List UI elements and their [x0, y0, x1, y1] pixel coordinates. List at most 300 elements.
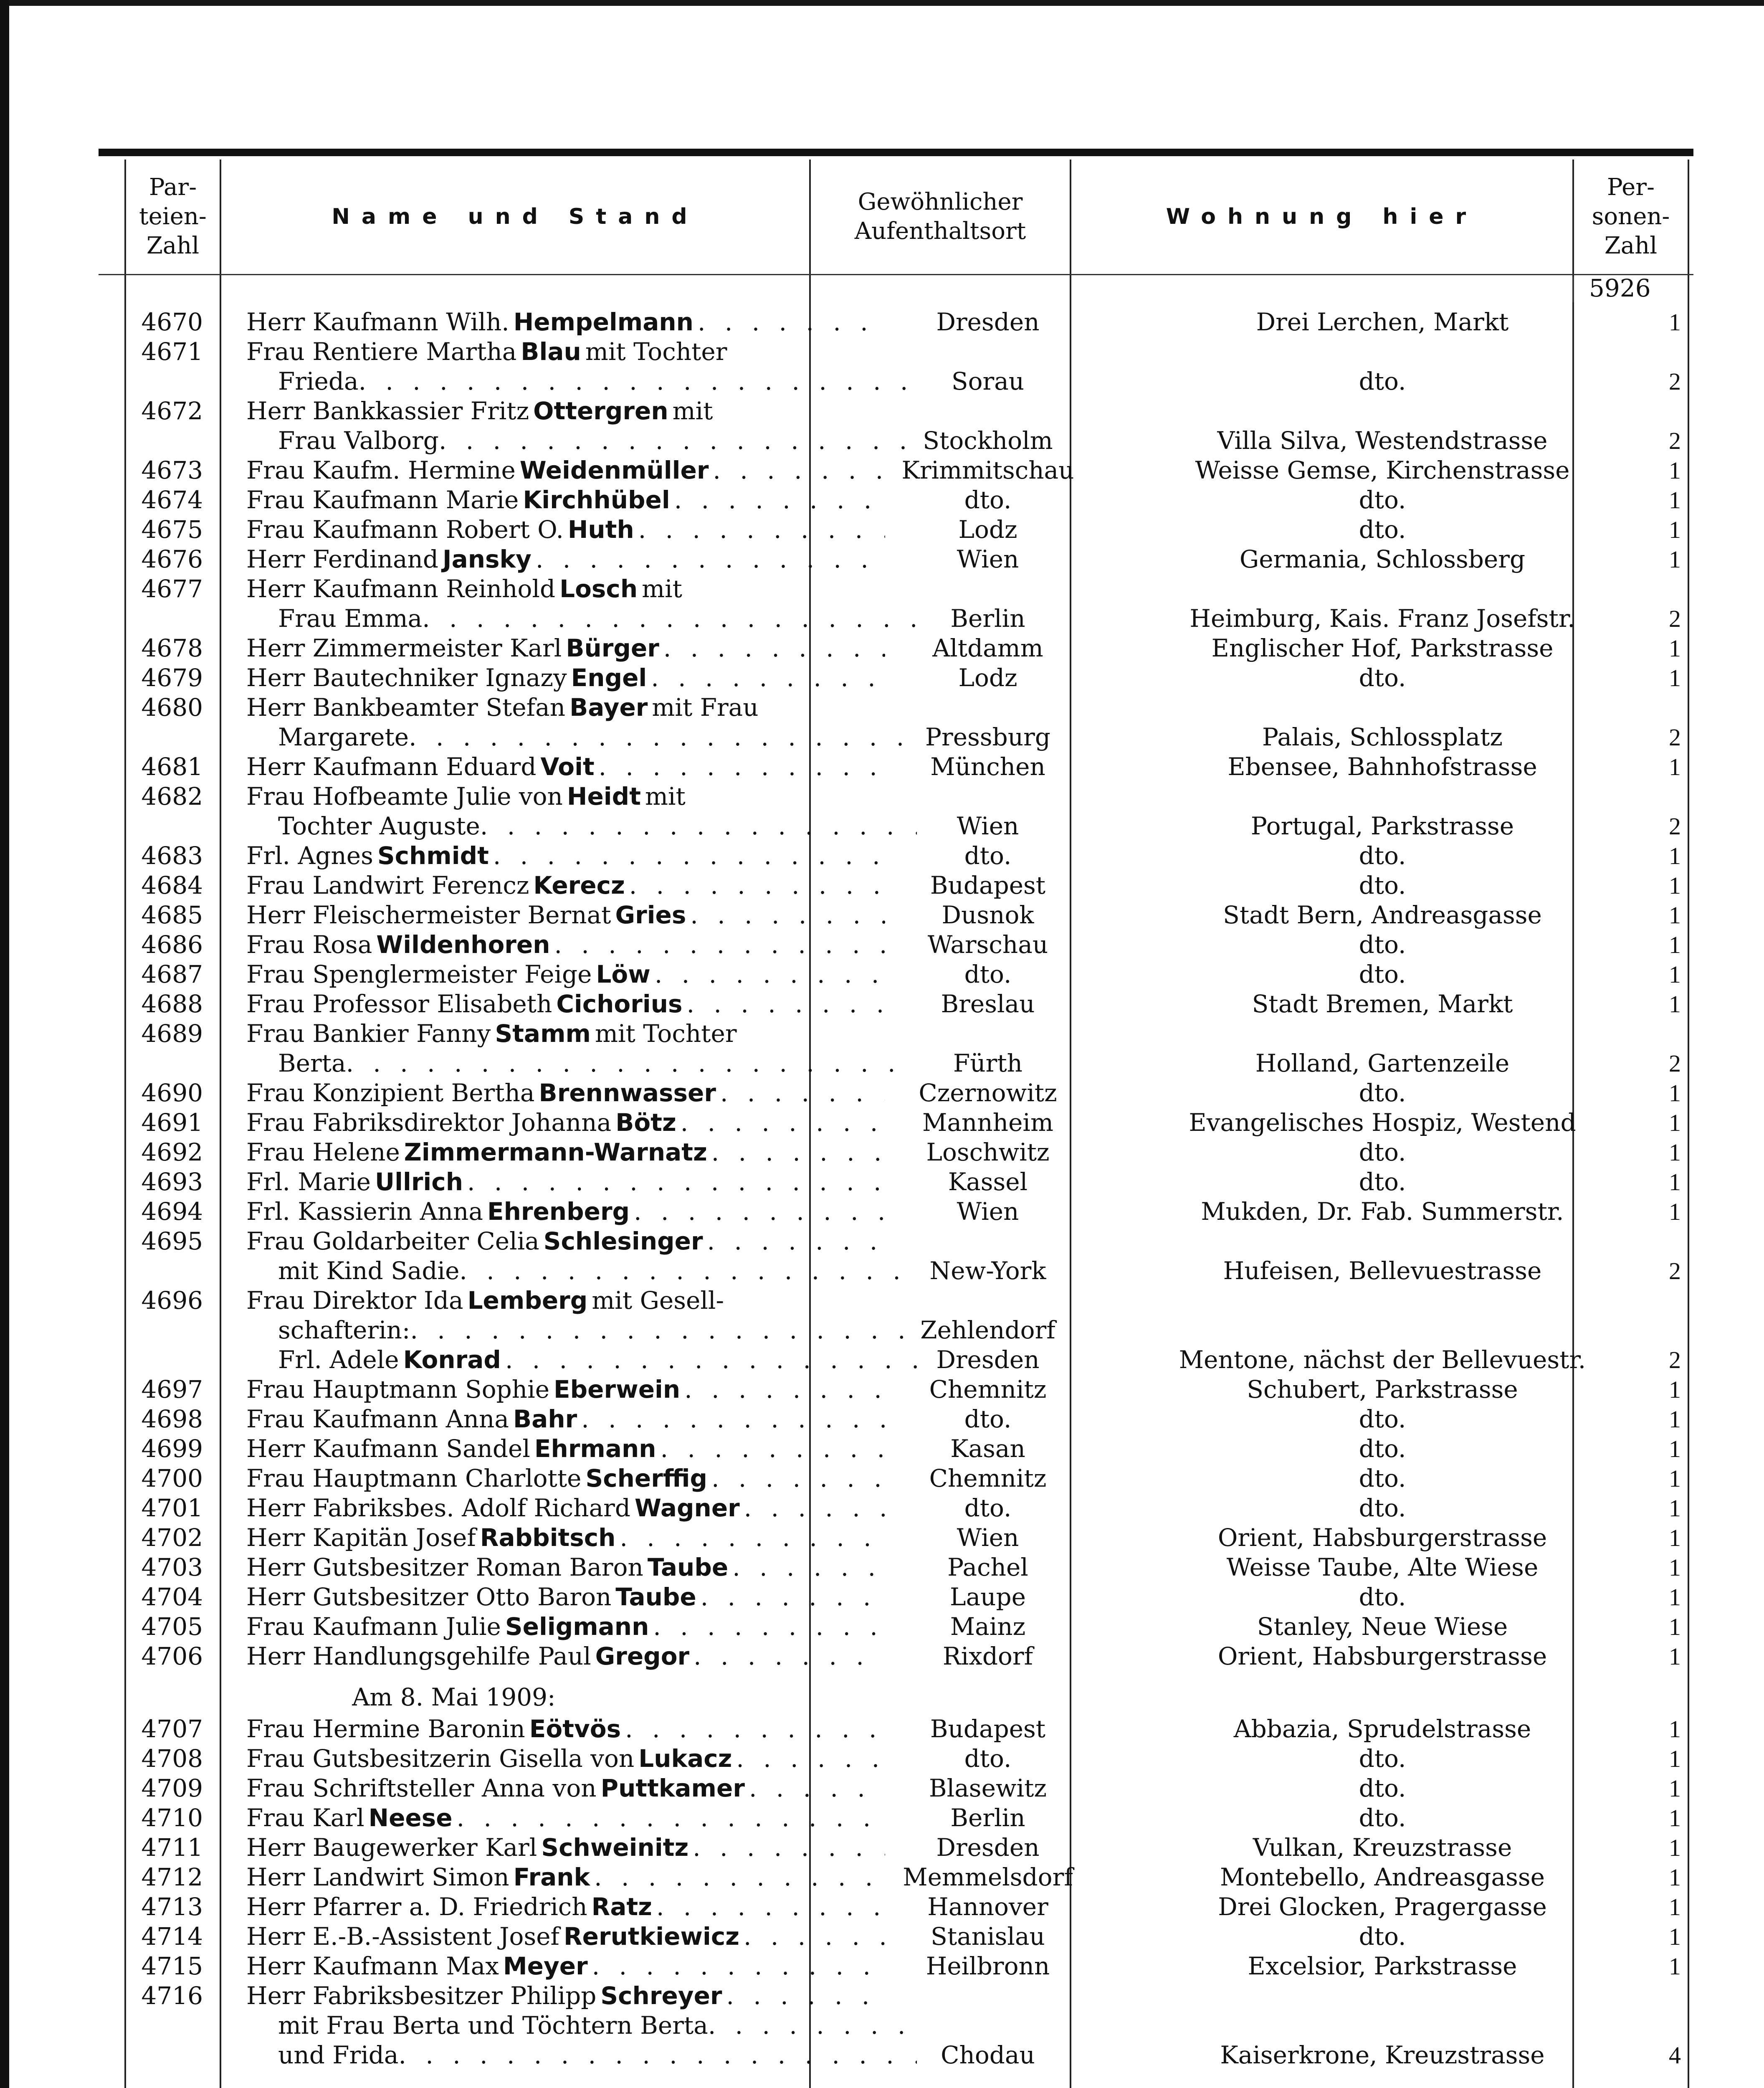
table-row — [99, 722, 1693, 752]
party-number: 4702 — [141, 1523, 203, 1552]
lodging-address: dto. — [1359, 1138, 1406, 1166]
name-prefix: Frl. Kassierin Anna — [246, 1197, 483, 1226]
table-row — [99, 633, 1693, 663]
residence: Mannheim — [922, 1108, 1053, 1137]
residence: Dresden — [936, 1833, 1040, 1862]
residence: Lodz — [958, 664, 1017, 692]
table-row — [99, 515, 1693, 545]
table-row — [99, 900, 1693, 930]
table-row — [99, 1434, 1693, 1464]
table-row — [99, 1951, 1693, 1981]
header-place — [811, 160, 1070, 274]
name-prefix: Frau Rentiere Martha — [246, 337, 517, 366]
table-row — [99, 485, 1693, 515]
party-number: 4706 — [141, 1642, 203, 1670]
name-prefix: Frau Karl — [246, 1804, 364, 1832]
residence: Budapest — [930, 871, 1046, 900]
scan-edge-left — [0, 0, 9, 2088]
name-cell — [246, 1019, 885, 1049]
party-number: 4715 — [141, 1952, 203, 1980]
name-suffix: mit Tochter — [595, 1019, 737, 1048]
persons-count: 1 — [1669, 1168, 1681, 1196]
table-row — [99, 2011, 1693, 2040]
name-prefix: Herr Bautechniker Ignazy — [246, 664, 567, 692]
surname: Losch — [559, 575, 638, 603]
header-line: Zahl — [146, 232, 200, 259]
persons-count: 1 — [1669, 664, 1681, 692]
residence: Budapest — [930, 1715, 1046, 1743]
residence: Wien — [957, 1197, 1019, 1226]
name-cell — [246, 1078, 885, 1108]
lodging-address: Heimburg, Kais. Franz Josefstr. — [1189, 604, 1575, 633]
residence: Stockholm — [923, 426, 1053, 455]
name-suffix: mit Frau — [652, 693, 759, 722]
party-number: 4716 — [141, 1982, 203, 2010]
table-row — [99, 1019, 1693, 1049]
name-prefix: Herr Gutsbesitzer Otto Baron — [246, 1583, 612, 1611]
residence: Berlin — [950, 1804, 1025, 1832]
surname: Frank — [513, 1863, 590, 1891]
name-cell — [246, 515, 885, 545]
residence: dto. — [964, 960, 1012, 988]
persons-count: 1 — [1669, 1079, 1681, 1107]
table-row — [99, 752, 1693, 782]
top-rule — [99, 149, 1693, 156]
name-prefix: Herr Bankbeamter Stefan — [246, 693, 566, 722]
table-row — [99, 1553, 1693, 1582]
persons-count: 1 — [1669, 1953, 1681, 1980]
residence: Stanislau — [931, 1922, 1045, 1951]
name-prefix: Frau Kaufmann Julie — [246, 1612, 501, 1641]
name-prefix: Frau Professor Elisabeth — [246, 990, 552, 1018]
table-row — [99, 574, 1693, 604]
residence: Hannover — [927, 1893, 1048, 1921]
persons-count: 1 — [1669, 1745, 1681, 1772]
residence: Fürth — [953, 1049, 1022, 1077]
residence: Dresden — [936, 1346, 1040, 1374]
surname: Ehrenberg — [487, 1197, 630, 1226]
name-prefix: Herr Landwirt Simon — [246, 1863, 509, 1891]
lodging-address: Orient, Habsburgerstrasse — [1217, 1523, 1547, 1552]
name-cell — [246, 989, 885, 1019]
table-row — [99, 1167, 1693, 1197]
dot-leader — [707, 1226, 885, 1256]
surname: Brennwasser — [539, 1079, 716, 1107]
surname: Hempelmann — [513, 308, 693, 336]
surname: Lemberg — [467, 1286, 588, 1315]
lodging-address: Evangelisches Hospiz, Westend — [1189, 1108, 1576, 1137]
lodging-address: Orient, Habsburgerstrasse — [1217, 1642, 1547, 1670]
name-prefix: Herr Kaufmann Wilh. — [246, 308, 509, 336]
surname: Schweinitz — [541, 1833, 689, 1862]
residence: Loschwitz — [926, 1138, 1050, 1166]
persons-count: 1 — [1669, 1864, 1681, 1891]
persons-count: 1 — [1669, 1524, 1681, 1551]
party-number: 4695 — [141, 1227, 203, 1255]
name-cell — [278, 2011, 917, 2040]
table-row — [99, 1375, 1693, 1404]
persons-count: 1 — [1669, 842, 1681, 869]
surname: Wildenhoren — [376, 930, 550, 959]
table-row — [99, 2040, 1693, 2070]
party-number: 4682 — [141, 782, 203, 811]
table-row — [99, 1138, 1693, 1167]
party-number: 4689 — [141, 1019, 203, 1048]
party-number: 4684 — [141, 871, 203, 900]
name-prefix: Frau Goldarbeiter Celia — [246, 1227, 539, 1255]
surname: Bayer — [569, 693, 648, 722]
name-suffix: mit Gesell- — [592, 1286, 724, 1315]
name-cell — [246, 1493, 885, 1523]
table-row — [99, 663, 1693, 693]
persons-count: 4 — [1669, 2042, 1681, 2069]
lodging-address: Schubert, Parkstrasse — [1247, 1375, 1518, 1404]
persons-count: 1 — [1669, 1554, 1681, 1581]
surname: Schmidt — [377, 841, 489, 870]
name-cell — [246, 841, 885, 871]
persons-count: 1 — [1669, 1893, 1681, 1921]
name-cell — [246, 1981, 885, 2011]
persons-count: 2 — [1669, 427, 1681, 454]
name-prefix: Tochter Auguste — [278, 812, 480, 840]
surname: Blau — [521, 337, 581, 366]
persons-count: 1 — [1669, 1834, 1681, 1861]
name-cell — [246, 1803, 885, 1833]
party-number: 4677 — [141, 575, 203, 603]
persons-count: 1 — [1669, 1804, 1681, 1832]
surname: Voit — [540, 753, 595, 781]
persons-count: 1 — [1669, 991, 1681, 1018]
name-cell — [246, 1922, 885, 1951]
lodging-address: dto. — [1359, 841, 1406, 870]
persons-count: 1 — [1669, 1495, 1681, 1522]
table-row — [99, 871, 1693, 900]
table-row — [99, 545, 1693, 574]
table-row — [99, 396, 1693, 426]
surname: Ratz — [591, 1893, 652, 1921]
surname: Löw — [596, 960, 650, 988]
table-row — [99, 1892, 1693, 1922]
name-cell — [246, 930, 885, 960]
name-cell — [246, 1862, 885, 1892]
residence: Blasewitz — [929, 1774, 1047, 1802]
party-number: 4696 — [141, 1286, 203, 1315]
name-prefix: Frau Hermine Baronin — [246, 1715, 525, 1743]
table-row — [99, 1714, 1693, 1744]
party-number: 4703 — [141, 1553, 203, 1581]
name-prefix: Herr Ferdinand — [246, 545, 439, 573]
name-prefix: Herr Kaufmann Eduard — [246, 753, 537, 781]
party-number: 4705 — [141, 1612, 203, 1641]
persons-count: 1 — [1669, 1109, 1681, 1136]
name-cell — [246, 1197, 885, 1226]
persons-count: 1 — [1669, 961, 1681, 988]
surname: Kirchhübel — [523, 486, 670, 514]
table-row — [99, 1315, 1693, 1345]
lodging-address: Holland, Gartenzeile — [1255, 1049, 1510, 1077]
table-row — [99, 841, 1693, 871]
name-suffix: mit — [645, 782, 686, 811]
surname: Konrad — [403, 1346, 501, 1374]
header-line: Gewöhnlicher — [858, 188, 1023, 215]
party-number: 4674 — [141, 486, 203, 514]
name-prefix: mit Frau Berta und Töchtern Berta — [278, 2011, 708, 2040]
residence: Chemnitz — [929, 1375, 1047, 1404]
table-row — [99, 1612, 1693, 1642]
persons-count: 1 — [1669, 546, 1681, 573]
table-row — [99, 1345, 1693, 1375]
name-cell — [246, 1892, 885, 1922]
surname: Lukacz — [638, 1744, 732, 1773]
party-number: 4707 — [141, 1715, 203, 1743]
name-prefix: Herr Fleischermeister Bernat — [246, 901, 611, 929]
table-row — [99, 811, 1693, 841]
name-cell — [246, 1138, 885, 1167]
residence: dto. — [964, 1405, 1012, 1433]
name-prefix: Herr Kaufmann Max — [246, 1952, 499, 1980]
persons-count: 1 — [1669, 1435, 1681, 1462]
header-line: Aufenthaltsort — [854, 218, 1026, 245]
residence: New-York — [929, 1257, 1046, 1285]
surname: Weidenmüller — [519, 456, 709, 484]
persons-count: 1 — [1669, 1923, 1681, 1950]
party-number: 4679 — [141, 664, 203, 692]
party-number: 4700 — [141, 1464, 203, 1493]
table-row — [99, 604, 1693, 633]
party-number: 4683 — [141, 841, 203, 870]
surname: Kerecz — [533, 871, 625, 900]
name-cell — [246, 1714, 885, 1744]
header-line: Zahl — [1604, 232, 1658, 259]
party-number: 4708 — [141, 1744, 203, 1773]
lodging-address: dto. — [1359, 871, 1406, 900]
surname: Eötvös — [529, 1715, 621, 1743]
name-prefix: Herr Zimmermeister Karl — [246, 634, 562, 662]
table-row — [99, 1286, 1693, 1315]
name-prefix: Margarete — [278, 723, 409, 751]
residence: Lodz — [958, 515, 1017, 544]
residence: dto. — [964, 1494, 1012, 1522]
name-prefix: Frau Rosa — [246, 930, 372, 959]
surname: Heidt — [567, 782, 641, 811]
persons-count: 1 — [1669, 1613, 1681, 1640]
lodging-address: Excelsior, Parkstrasse — [1248, 1952, 1517, 1980]
persons-count: 1 — [1669, 309, 1681, 336]
residence: Mainz — [950, 1612, 1026, 1641]
surname: Cichorius — [556, 990, 683, 1018]
table-row — [99, 1582, 1693, 1612]
residence: Laupe — [950, 1583, 1026, 1611]
name-cell — [246, 1226, 885, 1256]
lodging-address: dto. — [1359, 1168, 1406, 1196]
name-cell — [246, 1744, 885, 1774]
persons-count: 1 — [1669, 872, 1681, 899]
name-cell — [246, 337, 885, 367]
lodging-address: dto. — [1359, 367, 1406, 395]
name-prefix: mit Kind Sadie — [278, 1257, 460, 1285]
lodging-address: Stadt Bern, Andreasgasse — [1223, 901, 1542, 929]
name-prefix: Frau Kaufmann Anna — [246, 1405, 509, 1433]
name-cell — [246, 1612, 885, 1642]
party-number: 4693 — [141, 1168, 203, 1196]
party-number: 4713 — [141, 1893, 203, 1921]
residence: dto. — [964, 841, 1012, 870]
surname: Ottergren — [533, 397, 668, 425]
surname: Gries — [615, 901, 686, 929]
party-number: 4704 — [141, 1583, 203, 1611]
name-prefix: Frau Konzipient Bertha — [246, 1079, 535, 1107]
name-cell — [246, 900, 885, 930]
residence: Krimmitschau — [901, 456, 1074, 484]
surname: Taube — [647, 1553, 729, 1581]
lodging-address: Mentone, nächst der Bellevuestr. — [1179, 1346, 1586, 1374]
lodging-address: Stanley, Neue Wiese — [1257, 1612, 1508, 1641]
name-cell — [246, 1404, 885, 1434]
table-row — [99, 307, 1693, 337]
header-nr — [126, 160, 220, 274]
name-cell — [246, 1553, 885, 1582]
persons-count: 1 — [1669, 635, 1681, 662]
lodging-address: Germania, Schlossberg — [1239, 545, 1526, 573]
persons-count: 1 — [1669, 1643, 1681, 1670]
dot-leader — [708, 2011, 917, 2040]
name-prefix: Frieda — [278, 367, 359, 395]
residence: Altdamm — [932, 634, 1043, 662]
table-row — [99, 337, 1693, 367]
lodging-address: Abbazia, Sprudelstrasse — [1233, 1715, 1531, 1743]
table-row — [99, 1226, 1693, 1256]
residence: Kasan — [950, 1434, 1025, 1463]
persons-count: 1 — [1669, 1716, 1681, 1743]
residence: Breslau — [941, 990, 1035, 1018]
surname: Rerutkiewicz — [564, 1922, 740, 1951]
persons-count: 1 — [1669, 931, 1681, 958]
name-prefix: Herr Handlungsgehilfe Paul — [246, 1642, 591, 1670]
name-cell — [246, 456, 885, 485]
table-row — [99, 1862, 1693, 1892]
party-number: 4714 — [141, 1922, 203, 1951]
name-prefix: Herr Kaufmann Sandel — [246, 1434, 530, 1463]
name-prefix: Frl. Adele — [278, 1346, 399, 1374]
residence: dto. — [964, 486, 1012, 514]
party-number: 4699 — [141, 1434, 203, 1463]
residence: Zehlendorf — [920, 1316, 1055, 1344]
surname: Gregor — [595, 1642, 690, 1670]
lodging-address: Portugal, Parkstrasse — [1250, 812, 1514, 840]
table-row — [99, 1774, 1693, 1803]
lodging-address: Englischer Hof, Parkstrasse — [1211, 634, 1554, 662]
name-cell — [246, 752, 885, 782]
lodging-address: Villa Silva, Westendstrasse — [1217, 426, 1548, 455]
header-name: Name und Stand — [332, 204, 699, 229]
name-cell — [246, 396, 885, 426]
surname: Rabbitsch — [480, 1523, 616, 1552]
residence: Wien — [957, 1523, 1019, 1552]
table-row — [99, 1078, 1693, 1108]
lodging-address: Hufeisen, Bellevuestrasse — [1223, 1257, 1542, 1285]
name-cell — [246, 782, 885, 811]
party-number: 4678 — [141, 634, 203, 662]
party-number: 4685 — [141, 901, 203, 929]
name-prefix: Herr Baugewerker Karl — [246, 1833, 537, 1862]
party-number: 4672 — [141, 397, 203, 425]
party-number: 4680 — [141, 693, 203, 722]
persons-count: 1 — [1669, 1376, 1681, 1403]
surname: Engel — [571, 664, 647, 692]
name-prefix: Frau Emma — [278, 604, 423, 633]
name-cell — [246, 1642, 885, 1671]
name-cell — [246, 1833, 885, 1862]
surname: Jansky — [443, 545, 531, 573]
surname: Bahr — [513, 1405, 577, 1433]
carry-in-bar — [1572, 276, 1574, 302]
name-cell — [246, 1951, 885, 1981]
lodging-address: dto. — [1359, 960, 1406, 988]
party-number: 4681 — [141, 753, 203, 781]
lodging-address: Weisse Gemse, Kirchenstrasse — [1195, 456, 1570, 484]
surname: Meyer — [503, 1952, 588, 1980]
lodging-address: Weisse Taube, Alte Wiese — [1226, 1553, 1539, 1581]
persons-count: 1 — [1669, 457, 1681, 484]
table-row — [99, 1256, 1693, 1286]
residence: Berlin — [950, 604, 1025, 633]
scan-edge-top — [0, 0, 1764, 6]
surname: Ehrmann — [534, 1434, 656, 1463]
party-number: 4692 — [141, 1138, 203, 1166]
lodging-address: dto. — [1359, 930, 1406, 959]
name-cell — [246, 1286, 885, 1315]
lodging-address: Montebello, Andreasgasse — [1220, 1863, 1545, 1891]
persons-count: 1 — [1669, 902, 1681, 929]
residence: Dusnok — [941, 901, 1034, 929]
name-cell — [246, 871, 885, 900]
residence: Czernowitz — [919, 1079, 1057, 1107]
party-number: 4710 — [141, 1804, 203, 1832]
surname: Schreyer — [600, 1982, 722, 2010]
table-row — [99, 1981, 1693, 2011]
residence: Pressburg — [925, 723, 1050, 751]
surname: Taube — [615, 1583, 696, 1611]
name-suffix: mit — [672, 397, 713, 425]
surname: Bötz — [615, 1108, 676, 1137]
surname: Huth — [567, 515, 634, 544]
persons-count: 1 — [1669, 1139, 1681, 1166]
persons-count: 2 — [1669, 1257, 1681, 1285]
residence: Pachel — [947, 1553, 1028, 1581]
surname: Seligmann — [505, 1612, 649, 1641]
name-cell — [246, 1108, 885, 1138]
party-number: 4698 — [141, 1405, 203, 1433]
persons-count: 1 — [1669, 1584, 1681, 1611]
surname: Stamm — [495, 1019, 591, 1048]
table-row — [99, 1642, 1693, 1671]
table-row — [99, 960, 1693, 989]
table-row — [99, 1922, 1693, 1951]
table-row — [99, 1744, 1693, 1774]
table-row — [99, 1404, 1693, 1434]
surname: Schlesinger — [543, 1227, 703, 1255]
surname: Neese — [368, 1804, 453, 1832]
name-prefix: Herr Gutsbesitzer Roman Baron — [246, 1553, 643, 1581]
residence: München — [930, 753, 1045, 781]
table-row — [99, 782, 1693, 811]
name-prefix: Herr Kapitän Josef — [246, 1523, 476, 1552]
party-number: 4709 — [141, 1774, 203, 1802]
name-prefix: Frau Schriftsteller Anna von — [246, 1774, 597, 1802]
table-row — [99, 1108, 1693, 1138]
residence: Memmelsdorf — [903, 1863, 1073, 1891]
lodging-address: dto. — [1359, 486, 1406, 514]
